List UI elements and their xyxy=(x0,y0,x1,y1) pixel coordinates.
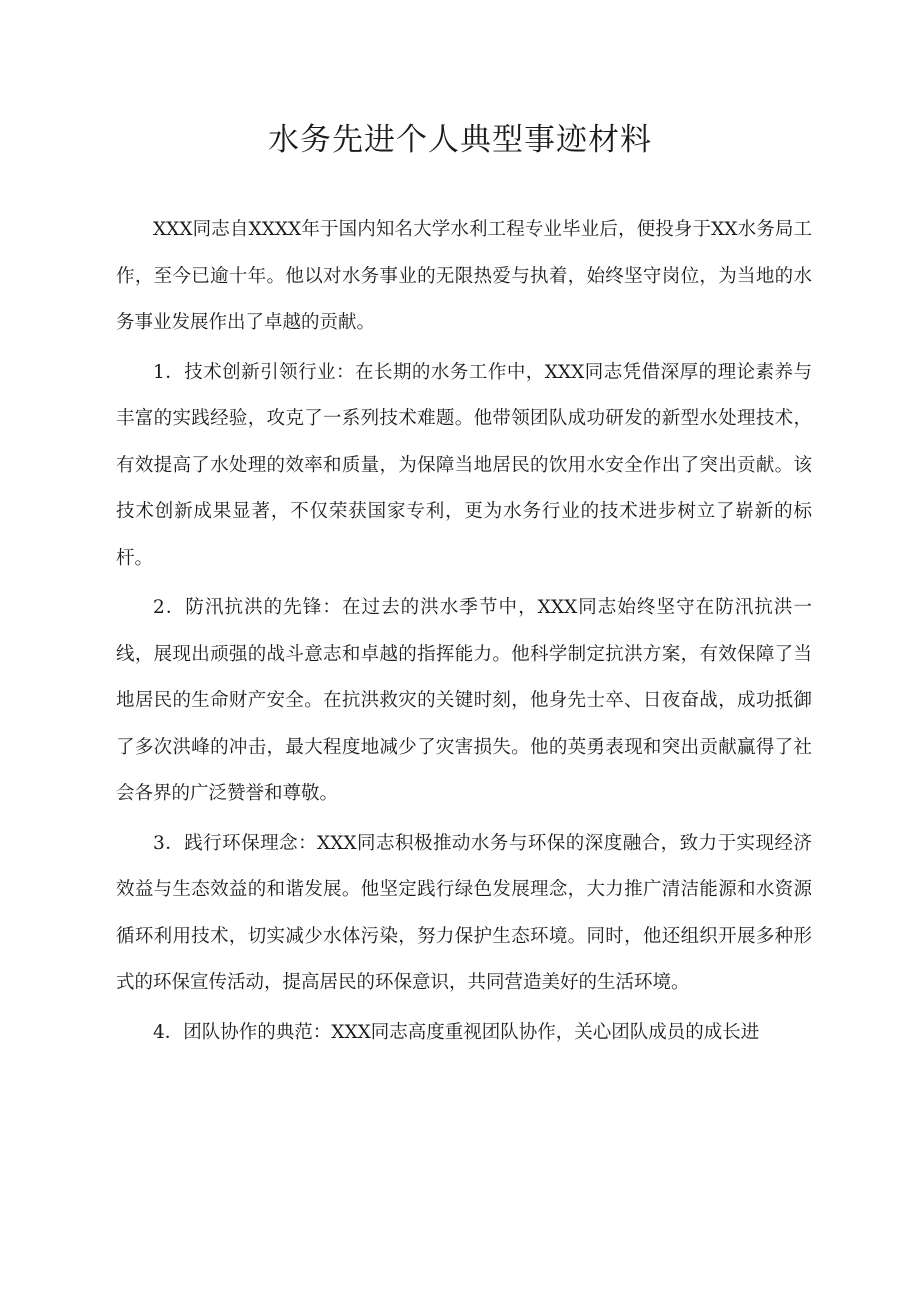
paragraph-flood-control: 2．防汛抗洪的先锋：在过去的洪水季节中，XXX同志始终坚守在防汛抗洪一线，展现出顽强的战斗意志和卓越的指挥能力。他科学制定抗洪方案，有效保障了当地居民的生命财产安全。在抗洪救灾的关键时刻，他身先士卒、日夜奋战，成功抵御了多次洪峰的冲击，最大程度地减少了灾害损失。他的英勇表现和突出贡献赢得了社会各界的广泛赞誉和尊敬。 xyxy=(116,597,812,804)
paragraph-tech-innovation: 1．技术创新引领行业：在长期的水务工作中，XXX同志凭借深厚的理论素养与丰富的实践经验，攻克了一系列技术难题。他带领团队成功研发的新型水处理技术，有效提高了水处理的效率和质量，为保障当地居民的饮用水安全作出了突出贡献。该技术创新成果显著，不仅荣获国家专利，更为水务行业的技术进步树立了崭新的标杆。 xyxy=(116,361,812,569)
document-body xyxy=(116,207,812,1059)
intro-paragraph: XXX同志自XXXX年于国内知名大学水利工程专业毕业后，便投身于XX水务局工作，至今已逾十年。他以对水务事业的无限热爱与执着，始终坚守岗位，为当地的水务事业发展作出了卓越的贡献。 xyxy=(116,219,812,333)
paragraph-teamwork: 4．团队协作的典范：XXX同志高度重视团队协作，关心团队成员的成长进 xyxy=(153,1021,760,1043)
paragraph-environmental: 3．践行环保理念：XXX同志积极推动水务与环保的深度融合，致力于实现经济效益与生态效益的和谐发展。他坚定践行绿色发展理念，大力推广清洁能源和水资源循环利用技术，切实减少水体污染，努力保护生态环境。同时，他还组织开展多种形式的环保宣传活动，提高居民的环保意识，共同营造美好的生活环境。 xyxy=(116,832,812,993)
document-title: 水务先进个人典型事迹材料 xyxy=(268,122,652,158)
